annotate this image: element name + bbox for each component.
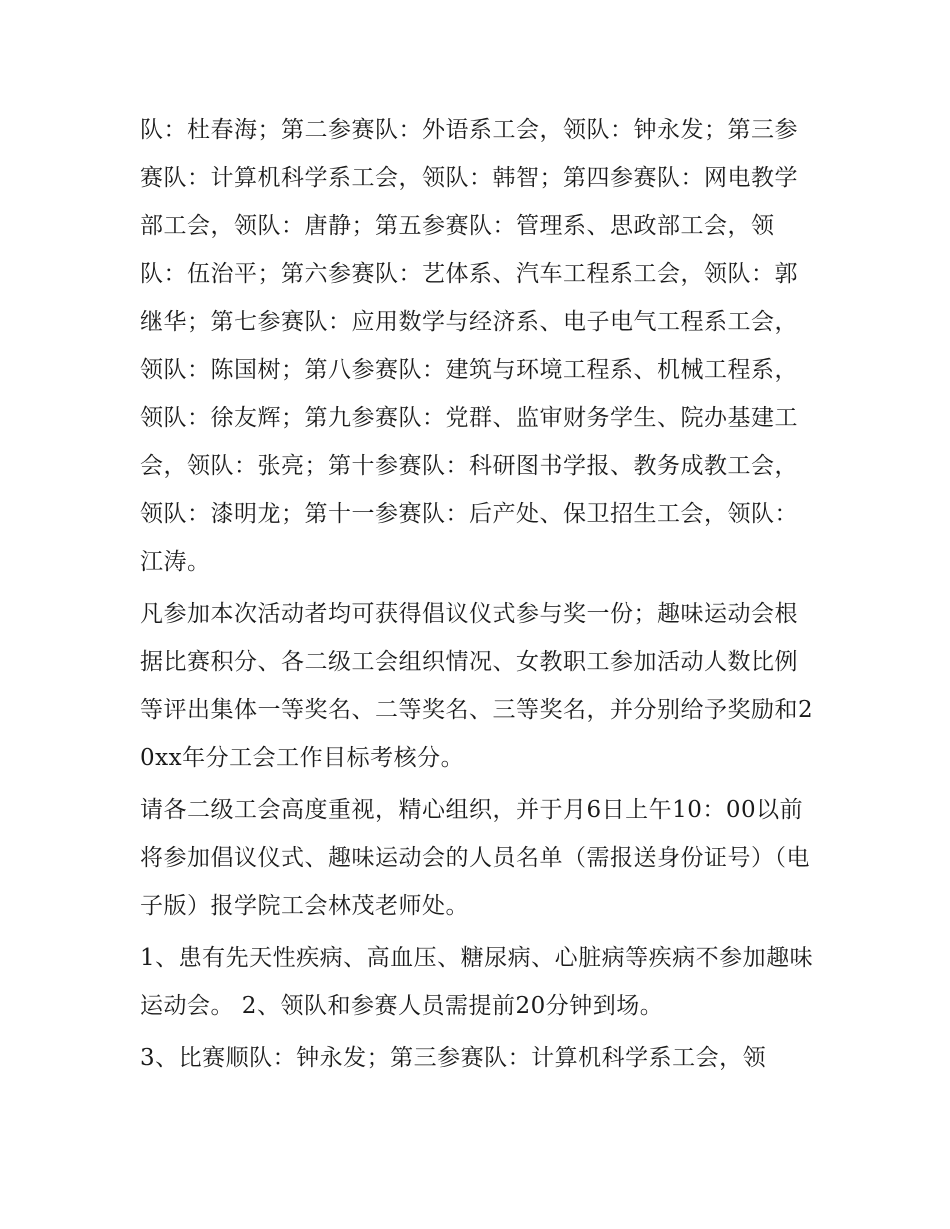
- paragraph-registration: 请各二级工会高度重视，精心组织，并于月6日上午10：00以前将参加倡议仪式、趣味运动会的人员名单（需报送身份证号）（电子版）报学院工会林茂老师处。: [140, 797, 810, 919]
- paragraph-notice-3: 3、比赛顺队：钟永发；第三参赛队：计算机科学系工会，领: [140, 1045, 767, 1071]
- paragraph-notice-1-2: 1、患有先天性疾病、高血压、糖尿病、心脏病等疾病不参加趣味运动会。 2、领队和参赛人员需提前20分钟到场。: [140, 945, 814, 1019]
- paragraph-team-list: 队：杜春海；第二参赛队：外语系工会，领队：钟永发；第三参赛队：计算机科学系工会，领队：韩智；第四参赛队：网电教学部工会，领队：唐静；第五参赛队：管理系、思政部工会，领队：伍治平；第六参赛队：艺体系、汽车工程系工会，领队：郭继华；第七参赛队：应用数学与经济系、电子电气工程系工会，领队：陈国树；第八参赛队：建筑与环境工程系、机械工程系，领队：徐友辉；第九参赛队：党群、监审财务学生、院办基建工会，领队：张亮；第十参赛队：科研图书学报、教务成教工会，领队：漆明龙；第十一参赛队：后产处、保卫招生工会，领队：江涛。: [140, 117, 798, 575]
- paragraph-awards: 凡参加本次活动者均可获得倡议仪式参与奖一份；趣味运动会根据比赛积分、各二级工会组织情况、女教职工参加活动人数比例等评出集体一等奖名、二等奖名、三等奖名，并分别给予奖励和20xx年分工会工作目标考核分。: [140, 601, 814, 771]
- document-body: [140, 106, 816, 1082]
